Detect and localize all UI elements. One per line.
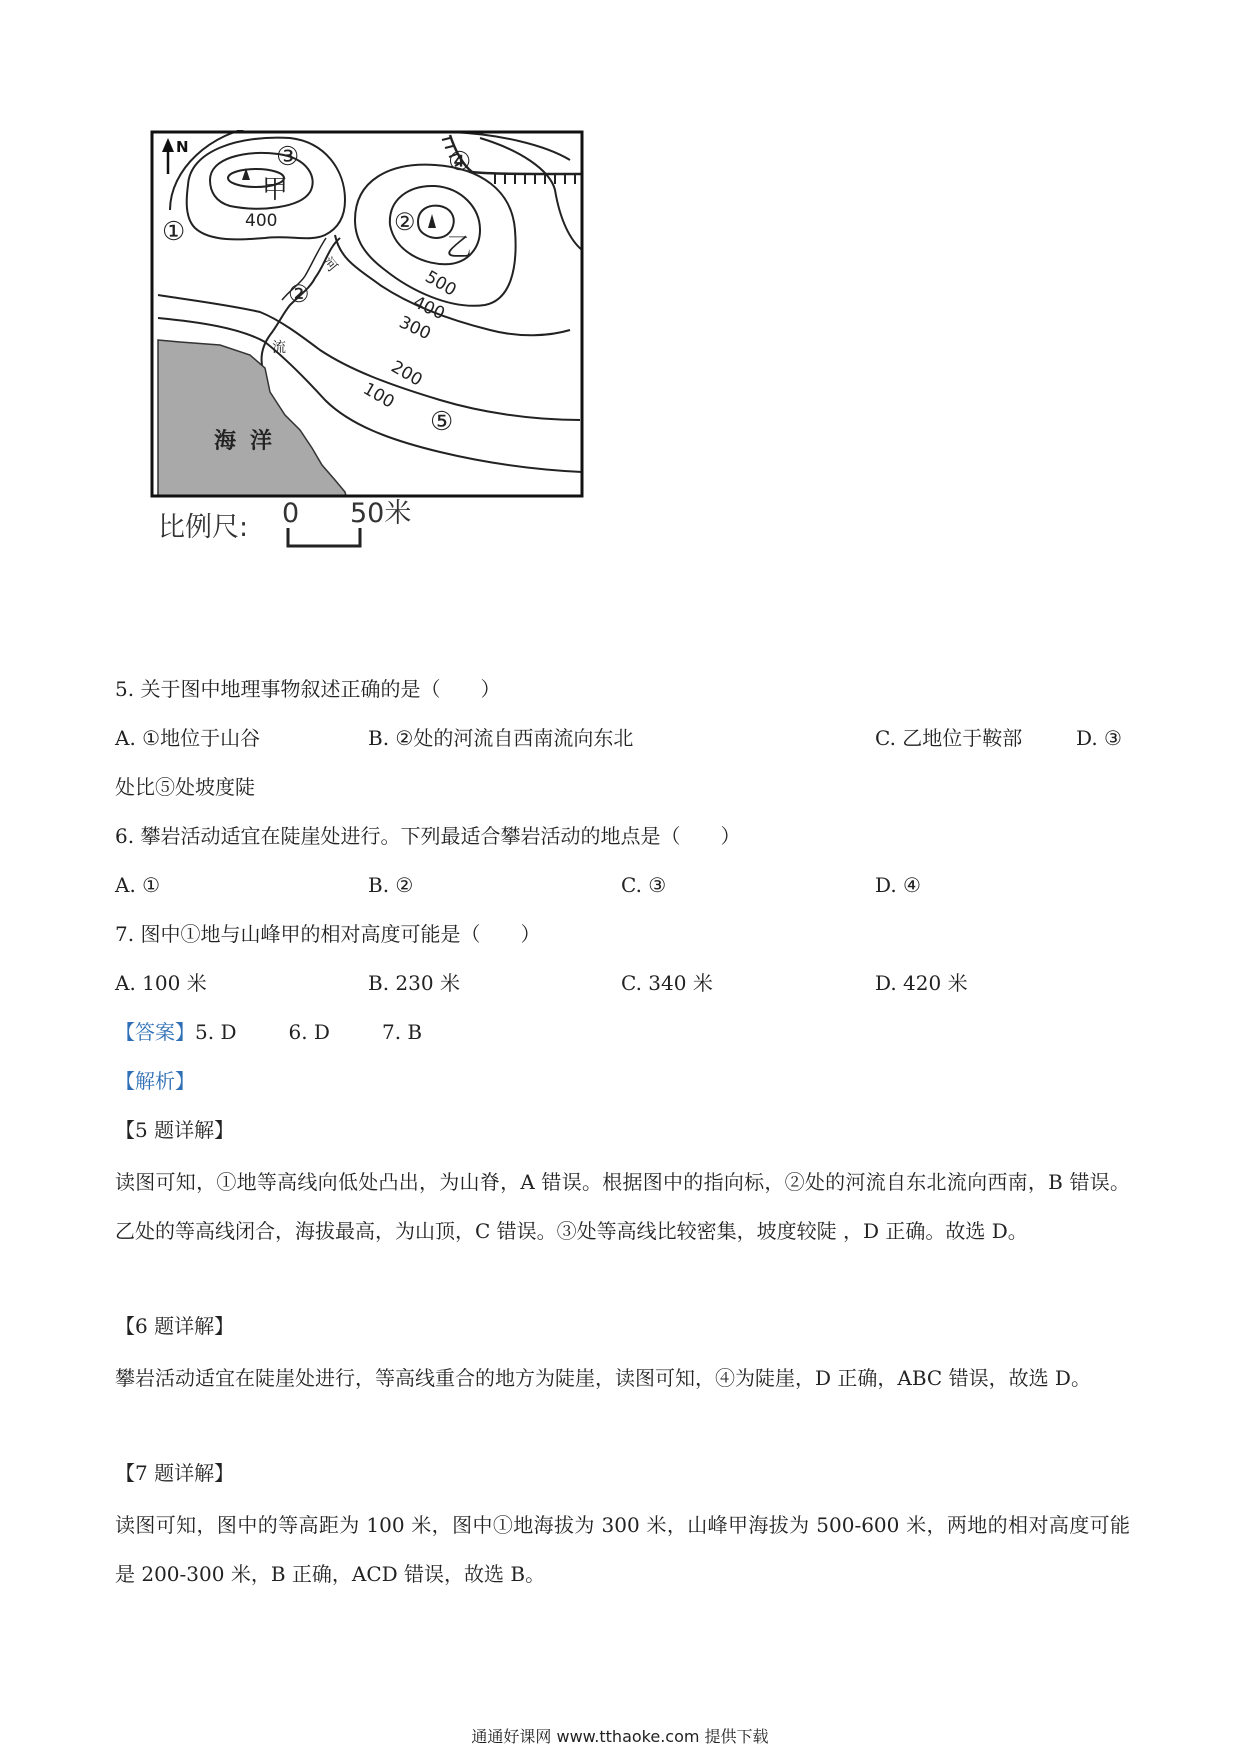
river-label-liu: 流: [272, 340, 286, 356]
contour-map-figure: [150, 130, 590, 550]
page-footer: 通通好课网 www.tthaoke.com 提供下载: [471, 1727, 769, 1746]
q6-option-c: C. ③: [621, 873, 667, 897]
answer-tag: 【答案】: [115, 1020, 195, 1044]
scale-zero: 0: [282, 498, 300, 529]
sea-area: [158, 340, 346, 496]
q5-option-a: A. ①地位于山谷: [115, 726, 261, 750]
answer-5: 5. D: [195, 1020, 237, 1044]
q7-option-d: D. 420 米: [875, 971, 968, 995]
peak-jia-label: 甲: [262, 175, 289, 205]
q6-option-a: A. ①: [115, 873, 161, 897]
contour-label-200: 200: [387, 357, 426, 391]
contour-label-400-jia: 400: [245, 211, 278, 231]
peak-yi-label: 乙: [446, 233, 473, 263]
answer-6: 6. D: [288, 1020, 330, 1044]
answer-line: [115, 1017, 422, 1047]
river-label-he: 河: [318, 254, 341, 276]
detail5-heading: 【5 题详解】: [115, 1118, 235, 1142]
contour-map: [150, 130, 590, 550]
contour-label-500: 500: [421, 267, 460, 301]
detail6-text: 攀岩活动适宜在陡崖处进行，等高线重合的地方为陡崖，读图可知，④为陡崖，D 正确，ABC 错误，故选 D。: [115, 1366, 1091, 1390]
q7-stem: 7. 图中①地与山峰甲的相对高度可能是（ ）: [115, 922, 541, 946]
point-label-4: ④: [448, 147, 472, 177]
contour-outer-east: [480, 138, 582, 250]
contour-label-300: 300: [395, 312, 434, 345]
detail6-heading: 【6 题详解】: [115, 1314, 235, 1338]
sea-label: 海洋: [214, 428, 287, 454]
q7-option-c: C. 340 米: [621, 971, 713, 995]
detail7-heading: 【7 题详解】: [115, 1461, 235, 1485]
q6-option-d: D. ④: [875, 873, 921, 897]
north-label: N: [176, 138, 189, 156]
scale-distance: 50米: [350, 498, 412, 529]
q5-option-b: B. ②处的河流自西南流向东北: [368, 726, 634, 750]
q6-option-b: B. ②: [368, 873, 414, 897]
q5-option-c: C. 乙地位于鞍部: [875, 726, 1023, 750]
q6-stem: 6. 攀岩活动适宜在陡崖处进行。下列最适合攀岩活动的地点是（ ）: [115, 824, 741, 848]
contour-label-100: 100: [359, 379, 398, 413]
point-label-3: ③: [276, 142, 300, 172]
point-label-1: ①: [162, 217, 186, 247]
q7-option-b: B. 230 米: [368, 971, 460, 995]
answer-7: 7. B: [381, 1020, 423, 1044]
q5-option-d: D. ③: [1076, 726, 1122, 750]
point-label-5: ⑤: [430, 407, 454, 437]
detail5-text: 读图可知，①地等高线向低处凸出，为山脊，A 错误。根据图中的指向标，②处的河流自东北流向西南，B 错误。乙处的等高线闭合，海拔最高，为山顶，C 错误。③处等高线比较密集，坡度较陡 ，D 正确。故选 D。: [115, 1170, 1130, 1243]
scale-title: 比例尺:: [158, 512, 249, 543]
q7-option-a: A. 100 米: [115, 971, 207, 995]
peak-marker-yi: [428, 214, 436, 228]
q5-option-d-continued: 处比⑤处坡度陡: [115, 775, 255, 799]
scale-bar: [150, 494, 590, 564]
detail7-text: 读图可知，图中的等高距为 100 米，图中①地海拔为 300 米，山峰甲海拔为 500-600 米，两地的相对高度可能是 200-300 米，B 正确，ACD 错误，故选 B。: [115, 1513, 1130, 1586]
contour-label-400-yi: 400: [409, 292, 448, 325]
point-label-2-river: ②: [288, 280, 310, 308]
q5-stem: 5. 关于图中地理事物叙述正确的是（ ）: [115, 677, 501, 701]
scale-bar-line: [288, 528, 360, 546]
point-label-2-east: ②: [394, 208, 416, 236]
analysis-tag: 【解析】: [115, 1069, 195, 1093]
